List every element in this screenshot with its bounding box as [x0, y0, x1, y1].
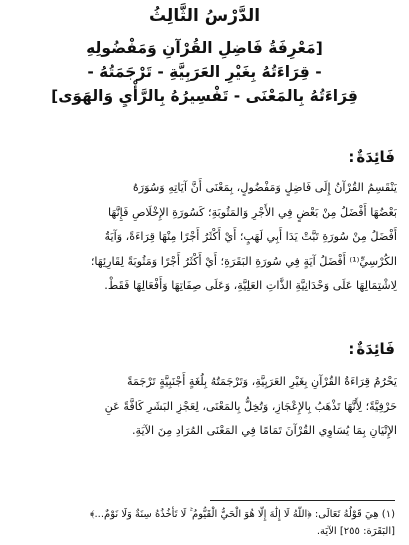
lesson-title: الدَّرْسُ الثَّالِثُ: [148, 6, 261, 26]
heading-text: فَائِدَةٌ: [356, 148, 395, 166]
heading-text: فَائِدَةٌ: [356, 340, 395, 358]
paragraph-line: الإِتْيَانِ بِمَا يُسَاوِي القُرْآنَ تَمَامًا فِي المَعْنَى المُرَادِ مِنَ الآيَةِ.: [132, 424, 397, 437]
paragraph-benefit-1: [12, 176, 397, 299]
section-heading-benefit-2: [348, 340, 395, 358]
heading-colon: :: [348, 148, 355, 166]
paragraph-line: حَرْفِيَّةً؛ لِأَنَّهَا تَذْهَبُ بِالإِعْجَازِ، وَتُخِلُّ بِالمَعْنَى، لِعَجْزِ البَشَرِ كَافَّةً عَنِ: [104, 399, 397, 413]
subject-line: [مَعْرِفَةُ فَاضِلِ القُرْآنِ وَمَفْضُولِهِ: [86, 39, 323, 57]
lesson-subject: [10, 36, 399, 108]
paragraph-line: بَعْضُهَا أَفْضَلُ مِنْ بَعْضٍ فِي الأَجْرِ وَالمَثُوبَةِ؛ كَسُورَةِ الإِخْلَاصِ فَإِنَّهَا: [108, 205, 397, 219]
footnote-line: [البَقَرَة: ٢٥٥] الآيَة.: [316, 526, 395, 537]
paragraph-benefit-2: [12, 370, 397, 444]
section-heading-benefit-1: [348, 148, 395, 166]
footnote: [12, 506, 395, 540]
paragraph-line: يَنْقَسِمُ القُرْآنُ إِلَى فَاضِلٍ وَمَفْضُولٍ، بِمَعْنَى أَنَّ آيَاتِهِ وَسُوَرَهُ: [132, 181, 397, 194]
paragraph-line: لِاشْتِمَالِهَا عَلَى وَحْدَانِيَّةِ الذَّاتِ العَلِيَّةِ، وَعَلَى صِفَاتِهَا وَأَفْعَالِهَا فَقَطْ.: [104, 279, 397, 292]
subject-line: - قِرَاءَتُهُ بِغَيْرِ العَرَبِيَّةِ - تَرْجَمَتُهُ -: [87, 63, 322, 81]
footnote-line: (١) هِيَ قَوْلُهُ تَعَالَى: ﴿اللَّهُ لَا إِلَٰهَ إِلَّا هُوَ الْحَيُّ الْقَيُّومُ ۚ لَا تَأْخُذُهُ سِنَةٌ وَلَا نَوْمٌ...﴾: [90, 509, 395, 520]
paragraph-line: أَفْضَلُ مِنْ سُورَةِ تَبَّتْ يَدَا أَبِي لَهَبٍ؛ أَيْ أَكْثَرُ أَجْرًا مِنْهَا قِرَاءَةً، وَآيَةُ: [104, 230, 397, 243]
subject-line: قِرَاءَتُهُ بِالمَعْنَى - تَفْسِيرُهُ بِالرَّأْيِ وَالهَوَى]: [51, 87, 358, 105]
heading-colon: :: [348, 340, 355, 358]
footnote-divider: [210, 500, 395, 501]
paragraph-line: الكُرْسِيِّ⁽¹⁾ أَفْضَلُ آيَةٍ فِي سُورَةِ البَقَرَةِ؛ أَيْ أَكْثَرُ أَجْرًا وَمَثُوبَةً لِقَارِئِهَا؛: [90, 254, 397, 268]
paragraph-line: يَحْرُمُ قِرَاءَةُ القُرْآنِ بِغَيْرِ العَرَبِيَّةِ، وَتَرْجَمَتُهُ بِلُغَةٍ أَجْنَبِيَّةٍ تَرْجَمَةً: [126, 375, 397, 388]
